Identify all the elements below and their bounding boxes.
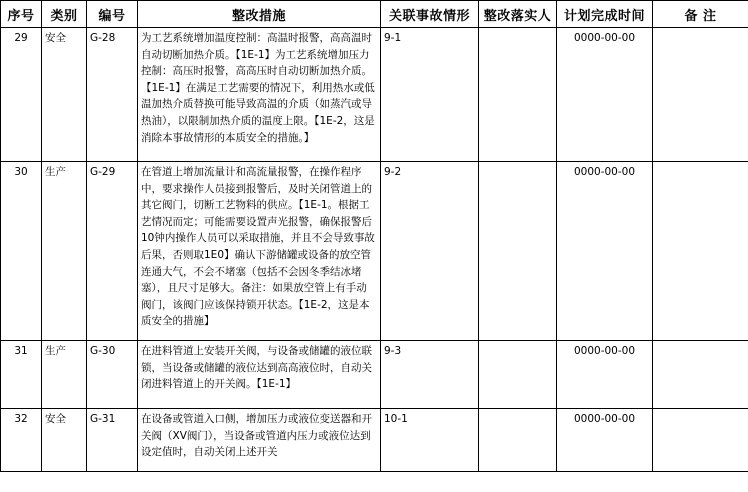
header-due: 计划完成时间 <box>557 1 653 28</box>
table-row <box>1 341 748 409</box>
cell-due: 0000-00-00 <box>557 162 653 341</box>
cell-due: 0000-00-00 <box>557 28 653 162</box>
cell-owner <box>479 28 557 162</box>
cell-scenario: 9-1 <box>381 28 479 162</box>
cell-due: 0000-00-00 <box>557 409 653 472</box>
cell-scenario: 9-3 <box>381 341 479 409</box>
cell-owner <box>479 409 557 472</box>
cell-due: 0000-00-00 <box>557 341 653 409</box>
header-seq: 序号 <box>1 1 42 28</box>
cell-seq: 32 <box>1 409 42 472</box>
cell-category: 安全 <box>42 28 87 162</box>
cell-measure: 为工艺系统增加温度控制：高温时报警，高高温时自动切断加热介质。【1E-1】为工艺系统增加压力控制：高压时报警，高高压时自动切断加热介质。【1E-1】在满足工艺需要的情况下，利用热水或低温加热介质替换可能导致高温的介质（如蒸汽或导热油），以限制加热介质的温度上限。【1E-2，这是消除本事故情形的本质安全的措施。】 <box>138 28 381 162</box>
cell-code: G-28 <box>87 28 138 162</box>
cell-category: 生产 <box>42 341 87 409</box>
cell-scenario: 10-1 <box>381 409 479 472</box>
cell-owner <box>479 341 557 409</box>
cell-seq: 29 <box>1 28 42 162</box>
table-row <box>1 409 748 472</box>
header-scenario: 关联事故情形 <box>381 1 479 28</box>
cell-code: G-31 <box>87 409 138 472</box>
cell-owner <box>479 162 557 341</box>
header-measure: 整改措施 <box>138 1 381 28</box>
header-category: 类别 <box>42 1 87 28</box>
cell-remark <box>653 409 748 472</box>
cell-measure: 在管道上增加流量计和高流量报警，在操作程序中，要求操作人员接到报警后，及时关闭管道上的其它阀门，切断工艺物料的供应。【1E-1。根据工艺情况而定；可能需要设置声光报警，确保报警后10钟内操作人员可以采取措施，并且不会导致事故后果，否则取1E0】确认下游储罐或设备的放空管连通大气，不会不堵塞（包括不会因冬季结冰堵塞），且尺寸足够大。备注：如果放空管上有手动阀门，该阀门应该保持锁开状态。【1E-2，这是本质安全的措施】 <box>138 162 381 341</box>
cell-code: G-29 <box>87 162 138 341</box>
cell-scenario: 9-2 <box>381 162 479 341</box>
cell-code: G-30 <box>87 341 138 409</box>
cell-category: 安全 <box>42 409 87 472</box>
cell-measure: 在设备或管道入口侧，增加压力或液位变送器和开关阀（XV阀门），当设备或管道内压力或液位达到设定值时，自动关闭上述开关 <box>138 409 381 472</box>
cell-remark <box>653 162 748 341</box>
cell-remark <box>653 341 748 409</box>
header-row <box>1 1 748 28</box>
table-row <box>1 28 748 162</box>
cell-remark <box>653 28 748 162</box>
cell-measure: 在进料管道上安装开关阀，与设备或储罐的液位联锁，当设备或储罐的液位达到高高液位时，自动关闭进料管道上的开关阀。【1E-1】 <box>138 341 381 409</box>
header-remark: 备 注 <box>653 1 748 28</box>
header-owner: 整改落实人 <box>479 1 557 28</box>
table-row <box>1 162 748 341</box>
cell-seq: 30 <box>1 162 42 341</box>
cell-seq: 31 <box>1 341 42 409</box>
cell-category: 生产 <box>42 162 87 341</box>
header-code: 编号 <box>87 1 138 28</box>
